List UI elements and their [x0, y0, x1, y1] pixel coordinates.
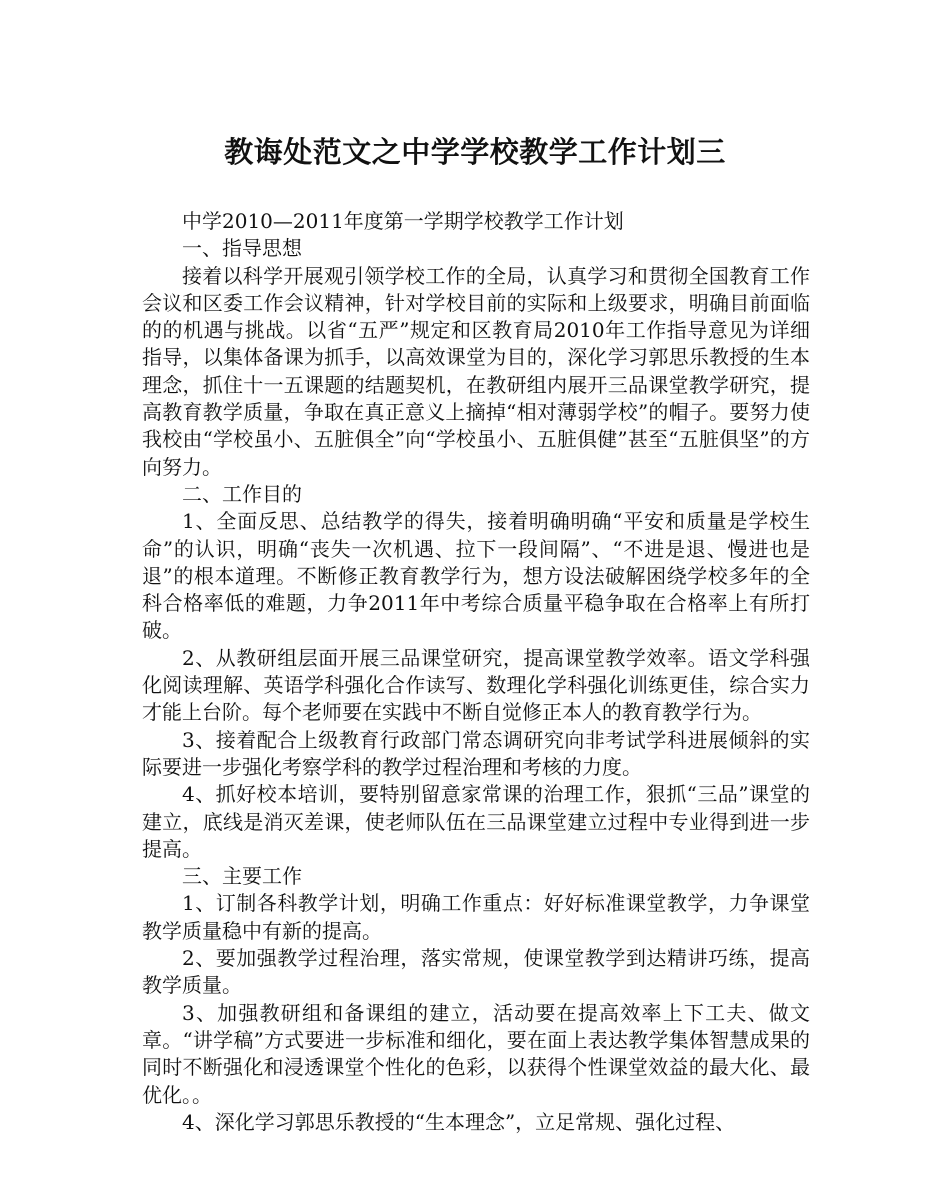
section-heading-guiding-ideology: 一、指导思想 [182, 236, 302, 261]
document-body [142, 208, 810, 1136]
section-heading-main-work: 三、主要工作 [182, 864, 302, 889]
paragraph-goal-4: 4、抓好校本培训，要特别留意家常课的治理工作，狠抓“三品”课堂的建立，底线是消灭差课，使老师队伍在三品课堂建立过程中专业得到进一步提高。 [142, 782, 810, 861]
document-title: 教诲处范文之中学学校教学工作计划三 [224, 135, 726, 169]
paragraph-work-2: 2、要加强教学过程治理，落实常规，使课堂教学到达精讲巧练，提高教学质量。 [142, 946, 810, 998]
paragraph-work-1: 1、订制各科教学计划，明确工作重点：好好标准课堂教学，力争课堂教学质量稳中有新的提高。 [142, 891, 810, 943]
section-heading-work-goals: 二、工作目的 [182, 481, 302, 506]
paragraph-goal-2: 2、从教研组层面开展三品课堂研究，提高课堂教学效率。语文学科强化阅读理解、英语学科强化合作读写、数理化学科强化训练更佳，综合实力才能上台阶。每个老师要在实践中不断自觉修正本人的教育教学行为。 [142, 645, 810, 725]
paragraph-guiding-ideology: 接着以科学开展观引领学校工作的全局，认真学习和贯彻全国教育工作会议和区委工作会议精神，针对学校目前的实际和上级要求，明确目前面临的的机遇与挑战。以省“五严”规定和区教育局2010年工作指导意见为详细指导，以集体备课为抓手，以高效课堂为目的，深化学习郭思乐教授的生本理念，抓住十一五课题的结题契机，在教研组内展开三品课堂教学研究，提高教育教学质量，争取在真正意义上摘掉“相对薄弱学校”的帽子。要努力使我校由“学校虽小、五脏俱全”向“学校虽小、五脏俱健”甚至“五脏俱坚”的方向努力。 [142, 263, 810, 479]
paragraph-goal-1: 1、全面反思、总结教学的得失，接着明确明确“平安和质量是学校生命”的认识，明确“丧失一次机遇、拉下一段间隔”、“不进是退、慢进也是退”的根本道理。不断修正教育教学行为，想方设法破解困绕学校多年的全科合格率低的难题，力争2011年中考综合质量平稳争取在合格率上有所打破。 [142, 509, 810, 643]
paragraph-work-3: 3、加强教研组和备课组的建立，活动要在提高效率上下工夫、做文章。“讲学稿”方式要进一步标准和细化，要在面上表达教学集体智慧成果的同时不断强化和浸透课堂个性化的色彩，以获得个性课堂效益的最大化、最优化。。 [142, 1000, 810, 1107]
paragraph-goal-3: 3、接着配合上级教育行政部门常态调研究向非考试学科进展倾斜的实际要进一步强化考察学科的教学过程治理和考核的力度。 [142, 727, 810, 779]
paragraph-work-4: 4、深化学习郭思乐教授的“生本理念”，立足常规、强化过程、 [182, 1109, 736, 1134]
plan-heading: 中学2010—2011年度第一学期学校教学工作计划 [182, 209, 624, 233]
